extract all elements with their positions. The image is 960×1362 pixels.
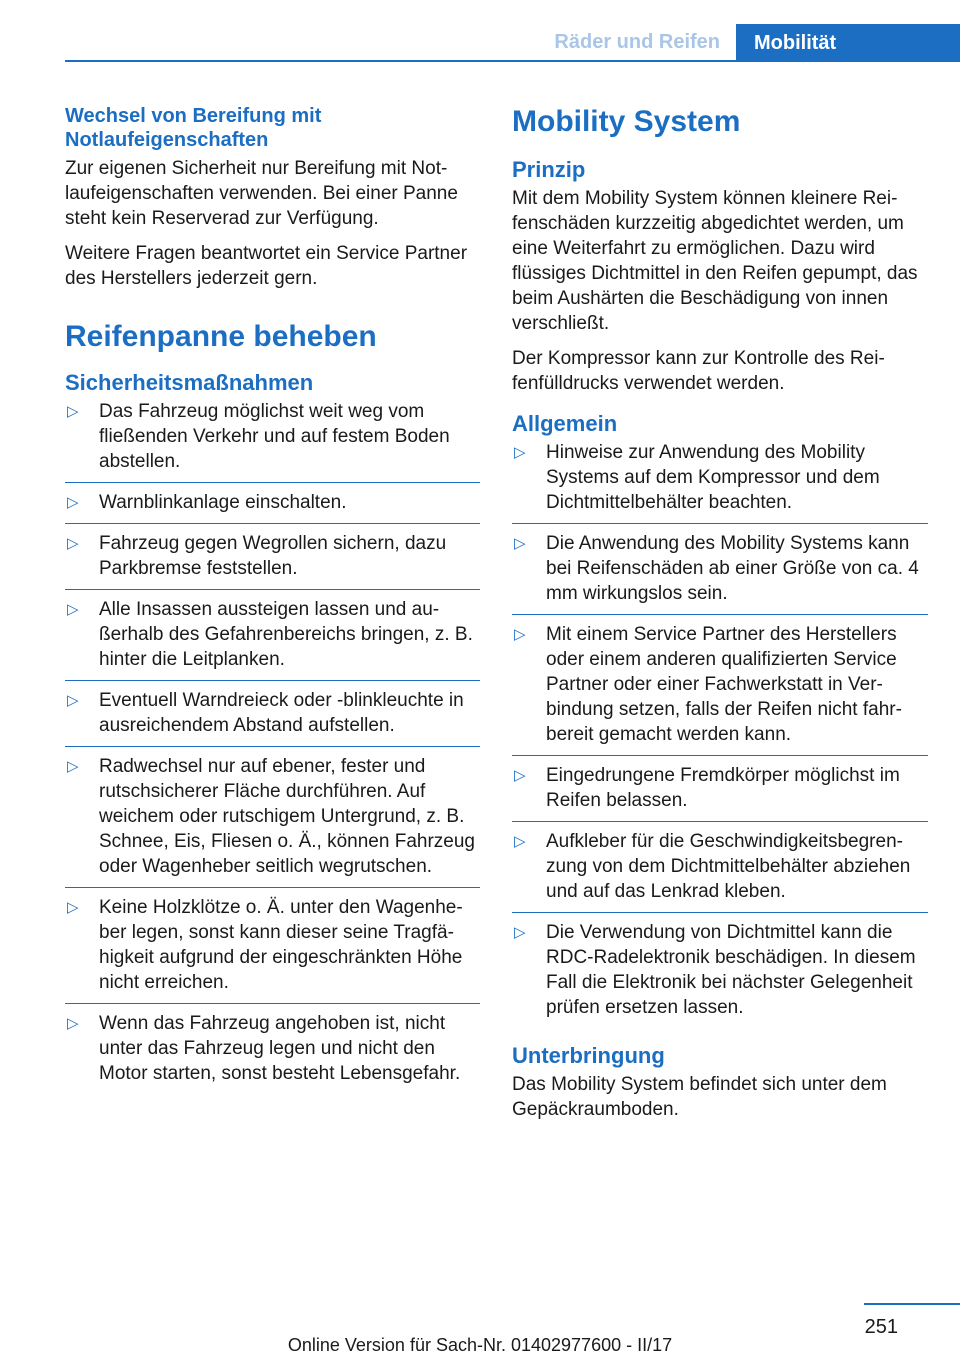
triangle-right-icon: ▷ bbox=[514, 444, 526, 461]
list-item: ▷ Das Fahrzeug möglichst weit weg vom fließenden Verkehr und auf festem Boden abstellen. bbox=[65, 399, 480, 483]
list-item: ▷ Wenn das Fahrzeug angehoben ist, nicht unter das Fahrzeug legen und nicht den Motor starten, sonst besteht Lebensgefahr. bbox=[67, 1013, 461, 1084]
list-item: ▷ Keine Holzklötze o. Ä. unter den Wagenheber legen, sonst kann dieser seine Tragfähigkeit aufgrund der eingeschränkten Höhe nicht erreichen. bbox=[65, 895, 480, 1004]
subheading-prinzip: Prinzip bbox=[512, 157, 586, 182]
subheading-unterbringung: Unterbringung bbox=[512, 1043, 665, 1068]
triangle-right-icon: ▷ bbox=[67, 535, 79, 552]
list-item: ▷ Aufkleber für die Geschwindigkeitsbegrenzung von dem Dichtmittelbehälter abziehen und auf das Lenkrad kleben. bbox=[512, 829, 928, 913]
page-header bbox=[0, 0, 960, 62]
right-column bbox=[512, 104, 928, 1132]
list-item: ▷ Die Anwendung des Mobility Systems kann bei Reifenschäden ab einer Größe von ca. 4 mm wirkungslos sein. bbox=[512, 531, 928, 615]
heading-runflat: Wechsel von Bereifung mit Notlaufeigenschaften bbox=[65, 105, 322, 151]
triangle-right-icon: ▷ bbox=[514, 767, 526, 784]
list-item: ▷ Eventuell Warndreieck oder -blinkleuchte in ausreichendem Abstand aufstellen. bbox=[65, 688, 480, 747]
triangle-right-icon: ▷ bbox=[67, 758, 79, 775]
list-item: ▷ Die Verwendung von Dichtmittel kann die RDC-Radelektronik beschädigen. In diesem Fall die Elektronik bei nächster Gelegenheit prüfen ersetzen lassen. bbox=[514, 922, 916, 1018]
list-item: ▷ Radwechsel nur auf ebener, fester und rutschsicherer Fläche durchführen. Auf weichem oder rutschigem Untergrund, z. B. Schnee, Eis, Fliesen o. Ä., können Fahrzeug oder Wagenheber seitlich wegrutschen. bbox=[65, 754, 480, 888]
list-item: ▷ Mit einem Service Partner des Herstellers oder einem anderen qualifizierten Service Partner oder einer Fachwerkstatt in Verbindung setzen, falls der Reifen nicht fahrbereit gemacht werden kann. bbox=[512, 622, 928, 756]
header-rule bbox=[65, 60, 736, 62]
left-column bbox=[65, 104, 480, 1101]
triangle-right-icon: ▷ bbox=[514, 626, 526, 643]
footer-rule bbox=[864, 1303, 960, 1305]
list-item: ▷ Hinweise zur Anwendung des Mobility Systems auf dem Kompressor und dem Dichtmittelbehälter beachten. bbox=[512, 440, 928, 524]
section-title: Mobility System bbox=[512, 105, 741, 138]
triangle-right-icon: ▷ bbox=[67, 403, 79, 420]
subheading-allgemein: Allgemein bbox=[512, 411, 618, 436]
list-item: ▷ Fahrzeug gegen Wegrollen sichern, dazu Parkbremse feststellen. bbox=[65, 531, 480, 590]
triangle-right-icon: ▷ bbox=[67, 692, 79, 709]
section-tab[interactable]: Räder und Reifen bbox=[554, 30, 720, 53]
section-title: Reifenpanne beheben bbox=[65, 320, 377, 353]
subheading: Sicherheitsmaßnahmen bbox=[65, 370, 314, 395]
general-list bbox=[512, 440, 928, 1028]
paragraph: Zur eigenen Sicherheit nur Bereifung mit Notlaufeigenschaften verwenden. Bei einer Panne steht kein Reserverad zur Verfügung. bbox=[65, 158, 458, 229]
paragraph: Mit dem Mobility System können kleinere Reifenschäden kurzzeitig abgedichtet werden, um eine Weiterfahrt zu ermöglichen. Dazu wird flüssiges Dichtmittel in den Reifen gepumpt, das beim Aushärten die Beschädigung von innen verschließt. bbox=[512, 188, 918, 334]
list-item: ▷ Alle Insassen aussteigen lassen und außerhalb des Gefahrenbereichs bringen, z. B. hinter die Leitplanken. bbox=[65, 597, 480, 681]
online-version-note: Online Version für Sach-Nr. 01402977600 - II/17 bbox=[287, 1335, 673, 1355]
triangle-right-icon: ▷ bbox=[67, 601, 79, 618]
triangle-right-icon: ▷ bbox=[67, 899, 79, 916]
page-number: 251 bbox=[864, 1316, 898, 1338]
chapter-tab[interactable]: Mobilität bbox=[736, 24, 960, 62]
paragraph: Weitere Fragen beantwortet ein Service Partner des Herstellers jederzeit gern. bbox=[65, 243, 468, 289]
triangle-right-icon: ▷ bbox=[514, 535, 526, 552]
triangle-right-icon: ▷ bbox=[67, 494, 79, 511]
triangle-right-icon: ▷ bbox=[514, 924, 526, 941]
list-item: ▷ Eingedrungene Fremdkörper möglichst im Reifen belassen. bbox=[512, 763, 928, 822]
safety-list bbox=[65, 399, 480, 1094]
paragraph: Das Mobility System befindet sich unter dem Gepäckraumboden. bbox=[512, 1074, 887, 1120]
list-item: ▷ Warnblinkanlage einschalten. bbox=[65, 490, 480, 524]
paragraph: Der Kompressor kann zur Kontrolle des Reifenfülldrucks verwendet werden. bbox=[512, 348, 885, 394]
triangle-right-icon: ▷ bbox=[514, 833, 526, 850]
triangle-right-icon: ▷ bbox=[67, 1015, 79, 1032]
